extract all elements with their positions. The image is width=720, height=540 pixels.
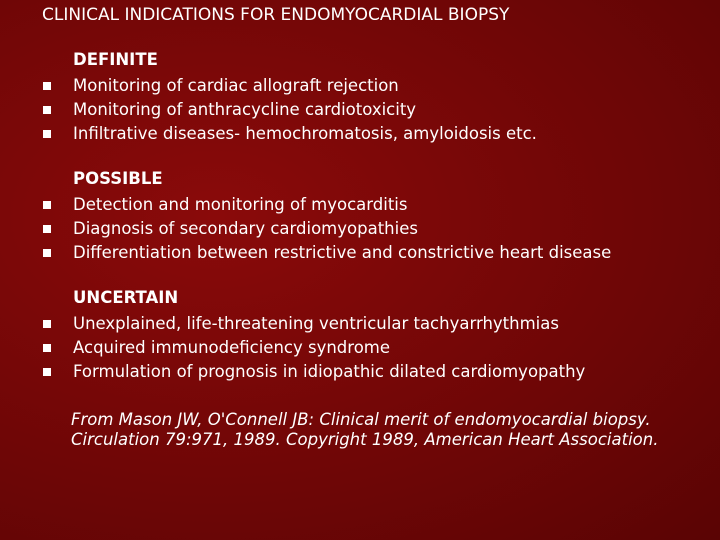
bullet-square-icon: [43, 201, 51, 209]
list-item: [0, 98, 720, 122]
list-item-text: Diagnosis of secondary cardiomyopathies: [73, 219, 418, 238]
list-item-text: Acquired immunodeficiency syndrome: [73, 338, 391, 357]
list-item-text: Monitoring of anthracycline cardiotoxicity: [73, 100, 417, 119]
bullet-square-icon: [43, 320, 51, 328]
slide-title: CLINICAL INDICATIONS FOR ENDOMYOCARDIAL BIOPSY: [42, 5, 510, 25]
list-item-text: Infiltrative diseases- hemochromatosis, amyloidosis etc.: [73, 124, 537, 143]
bullet-square-icon: [43, 249, 51, 257]
list-item: [0, 312, 720, 336]
list-item: [0, 193, 720, 217]
section-heading: DEFINITE: [73, 50, 158, 69]
bullet-square-icon: [43, 368, 51, 376]
list-item: [0, 360, 720, 384]
list-item-text: Formulation of prognosis in idiopathic dilated cardiomyopathy: [73, 362, 586, 381]
list-item: [0, 122, 720, 146]
bullet-square-icon: [43, 130, 51, 138]
bullet-square-icon: [43, 344, 51, 352]
list-item: [0, 217, 720, 241]
section-heading: POSSIBLE: [73, 169, 163, 188]
bullet-square-icon: [43, 225, 51, 233]
list-item: [0, 336, 720, 360]
list-item: [0, 241, 720, 265]
bullet-square-icon: [43, 82, 51, 90]
list-item-text: Detection and monitoring of myocarditis: [73, 195, 408, 214]
section-heading: UNCERTAIN: [73, 288, 179, 307]
list-item-text: Unexplained, life-threatening ventricular tachyarrhythmias: [73, 314, 559, 333]
list-item-text: Monitoring of cardiac allograft rejection: [73, 76, 399, 95]
list-item-text: Differentiation between restrictive and constrictive heart disease: [73, 243, 612, 262]
citation-text: From Mason JW, O'Connell JB: Clinical merit of endomyocardial biopsy. Circulation 79:971, 1989. Copyright 1989, American Heart Association.: [71, 410, 659, 449]
list-item: [0, 74, 720, 98]
bullet-square-icon: [43, 106, 51, 114]
